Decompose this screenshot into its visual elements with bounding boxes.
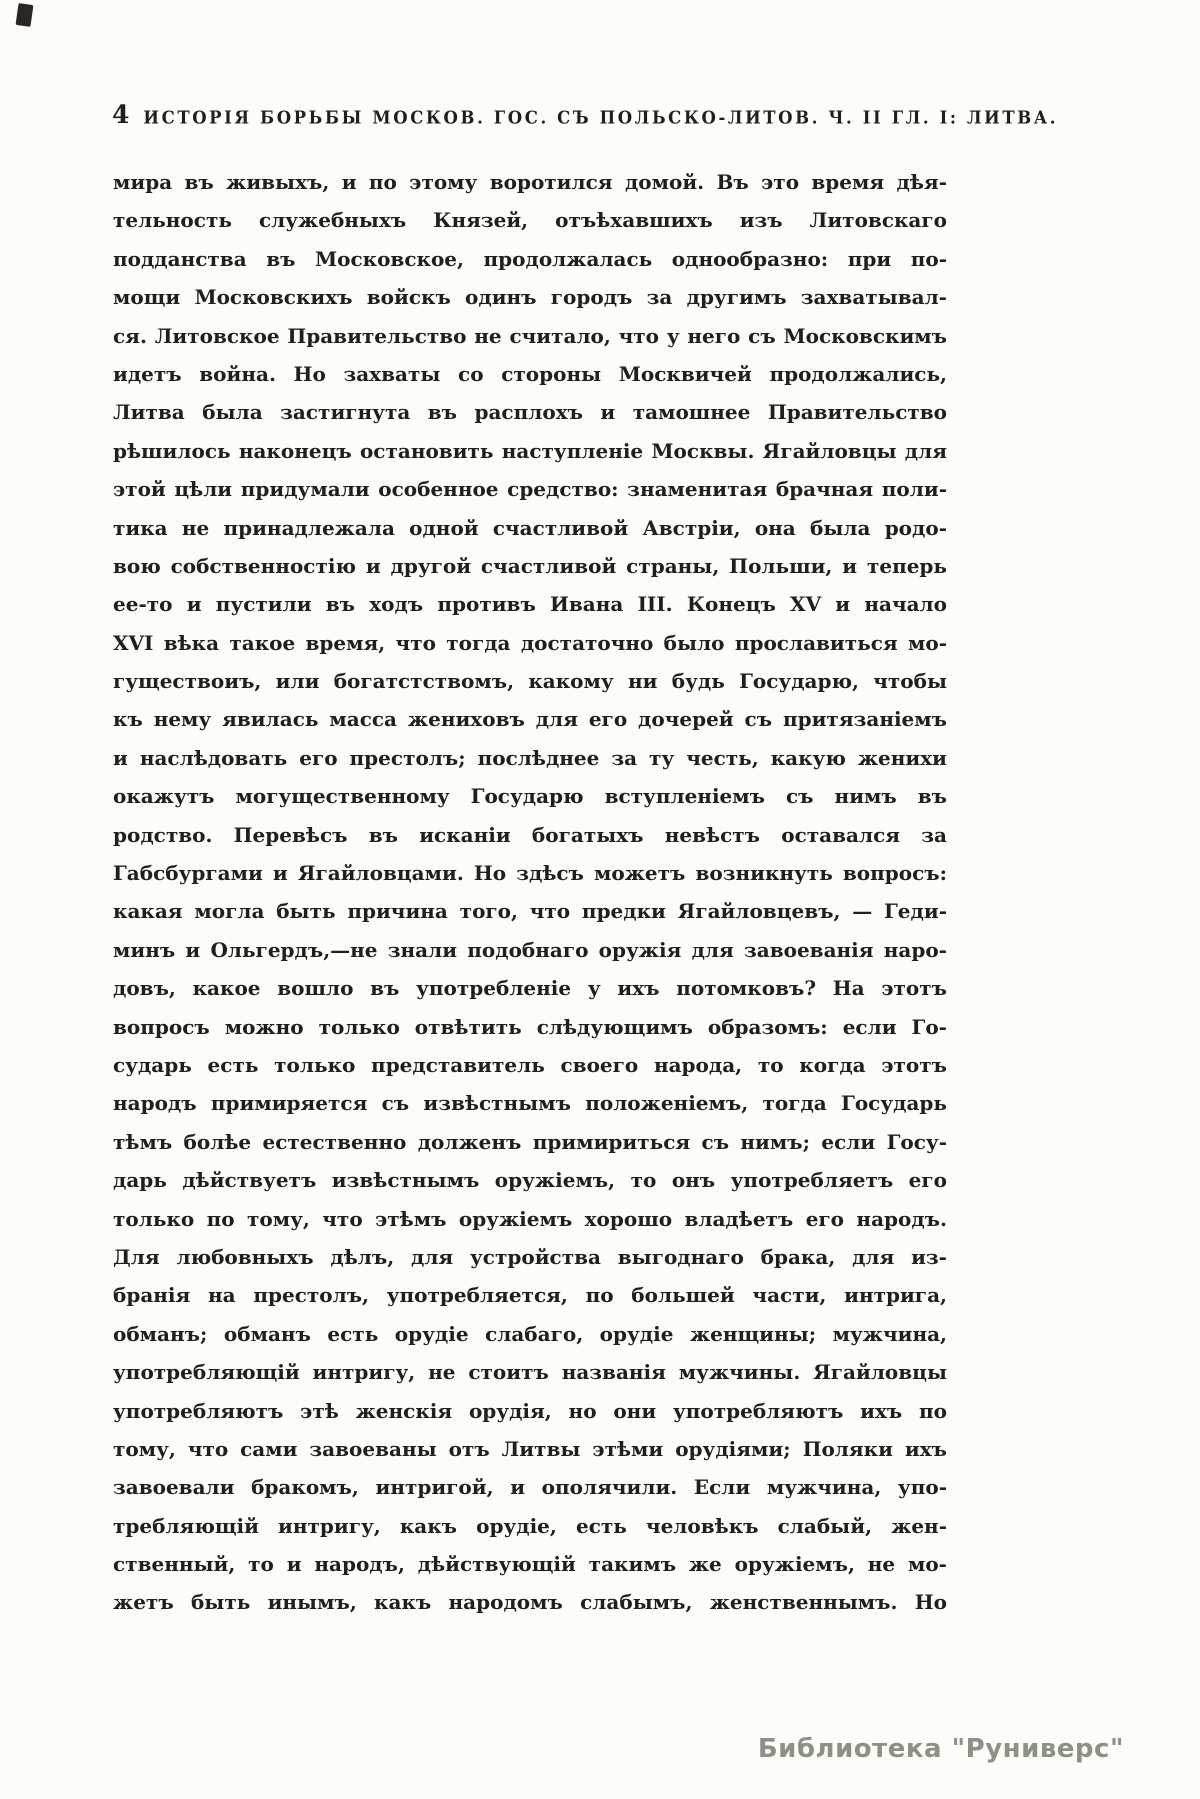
text-line: употребляющій интригу, не стоитъ названія мужчины. Ягайловцы <box>113 1360 947 1385</box>
text-line: окажутъ могущественному Государю вступленіемъ съ нимъ въ <box>113 784 947 809</box>
text-line: къ нему явилась масса жениховъ для его дочерей съ притязаніемъ <box>113 707 947 732</box>
scan-artifact-mark <box>16 3 34 27</box>
text-line: вопросъ можно только отвѣтить слѣдующимъ образомъ: если Го- <box>113 1014 947 1039</box>
text-line: ся. Литовское Правительство не считало, что у него съ Московскимъ <box>113 323 947 348</box>
text-line: мира въ живыхъ, и по этому воротился домой. Въ это время дѣя- <box>113 170 947 194</box>
text-line: подданства въ Московское, продолжалась однообразно: при по- <box>113 246 947 271</box>
text-line: тельность служебныхъ Князей, отъѣхавшихъ изъ Литовскаго <box>113 208 947 233</box>
text-line: народъ примиряется съ извѣстнымъ положеніемъ, тогда Государь <box>113 1091 947 1116</box>
text-line: Литва была застигнута въ расплохъ и тамошнее Правительство <box>113 400 947 425</box>
text-line: рѣшилось наконецъ остановить наступленіе Москвы. Ягайловцы для <box>113 438 947 463</box>
text-line: тѣмъ болѣе естественно долженъ примириться съ нимъ; если Госу- <box>113 1129 947 1154</box>
page-body <box>113 163 947 1622</box>
text-line: сударь есть только представитель своего народа, то когда этотъ <box>113 1052 947 1077</box>
text-line: тому, что сами завоеваны отъ Литвы этѣми орудіями; Поляки ихъ <box>113 1436 947 1461</box>
text-line: ее-то и пустили въ ходъ противъ Ивана III. Конецъ XV и начало <box>113 592 947 617</box>
text-line: требляющій интригу, какъ орудіе, есть человѣкъ слабый, жен- <box>113 1513 947 1538</box>
library-watermark: Библиотека "Руниверс" <box>757 1734 1124 1764</box>
text-line: вою собственностію и другой счастливой страны, Польши, и теперь <box>113 553 947 578</box>
page-number: 4 <box>112 100 130 129</box>
text-line: только по тому, что этѣмъ оружіемъ хорошо владѣетъ его народъ. <box>113 1206 947 1231</box>
text-line: XVI вѣка такое время, что тогда достаточно было прославиться мо- <box>113 630 947 655</box>
text-line: этой цѣли придумали особенное средство: знаменитая брачная поли- <box>113 477 947 502</box>
text-line: минъ и Ольгердъ,—не знали подобнаго оружія для завоеванія наро- <box>113 937 947 962</box>
text-line: мощи Московскихъ войскъ одинъ городъ за другимъ захватывал- <box>113 285 947 310</box>
text-line: Габсбургами и Ягайловцами. Но здѣсъ можетъ возникнуть вопросъ: <box>113 861 947 886</box>
text-line: идетъ война. Но захваты со стороны Москвичей продолжались, <box>113 361 947 386</box>
text-line: обманъ; обманъ есть орудіе слабаго, орудіе женщины; мужчина, <box>113 1321 947 1346</box>
text-line: Для любовныхъ дѣлъ, для устройства выгоднаго брака, для из- <box>113 1244 947 1269</box>
text-line: какая могла быть причина того, что предки Ягайловцевъ, — Геди- <box>113 899 947 924</box>
text-line: ственный, то и народъ, дѣйствующій такимъ же оружіемъ, не мо- <box>113 1552 947 1577</box>
text-line: завоевали бракомъ, интригой, и ополячили. Если мужчина, упо- <box>113 1475 947 1500</box>
text-line: употребляютъ этѣ женскія орудія, но они употребляютъ ихъ по <box>113 1398 947 1423</box>
text-line: тика не принадлежала одной счастливой Австріи, она была родо- <box>113 515 947 540</box>
text-line: бранія на престолъ, употребляется, по большей части, интрига, <box>113 1283 947 1308</box>
text-line: родство. Перевѣсъ въ исканіи богатыхъ невѣстъ оставался за <box>113 822 947 847</box>
text-line: и наслѣдовать его престолъ; послѣднее за ту честь, какую женихи <box>113 745 947 770</box>
text-line: жетъ быть инымъ, какъ народомъ слабымъ, женственнымъ. Но <box>113 1590 947 1615</box>
text-line: довъ, какое вошло въ употребленіе у ихъ потомковъ? На этотъ <box>113 976 947 1001</box>
running-title: ИСТОРІЯ БОРЬБЫ МОСКОВ. ГОС. СЪ ПОЛЬСКО-ЛИТОВ. Ч. II ГЛ. I: ЛИТВА. <box>143 107 1059 128</box>
text-line: гуществоиъ, или богатстствомъ, какому ни будь Государю, чтобы <box>113 669 947 694</box>
page-header <box>112 100 1059 129</box>
text-line: дарь дѣйствуетъ извѣстнымъ оружіемъ, то онъ употребляетъ его <box>113 1168 947 1193</box>
